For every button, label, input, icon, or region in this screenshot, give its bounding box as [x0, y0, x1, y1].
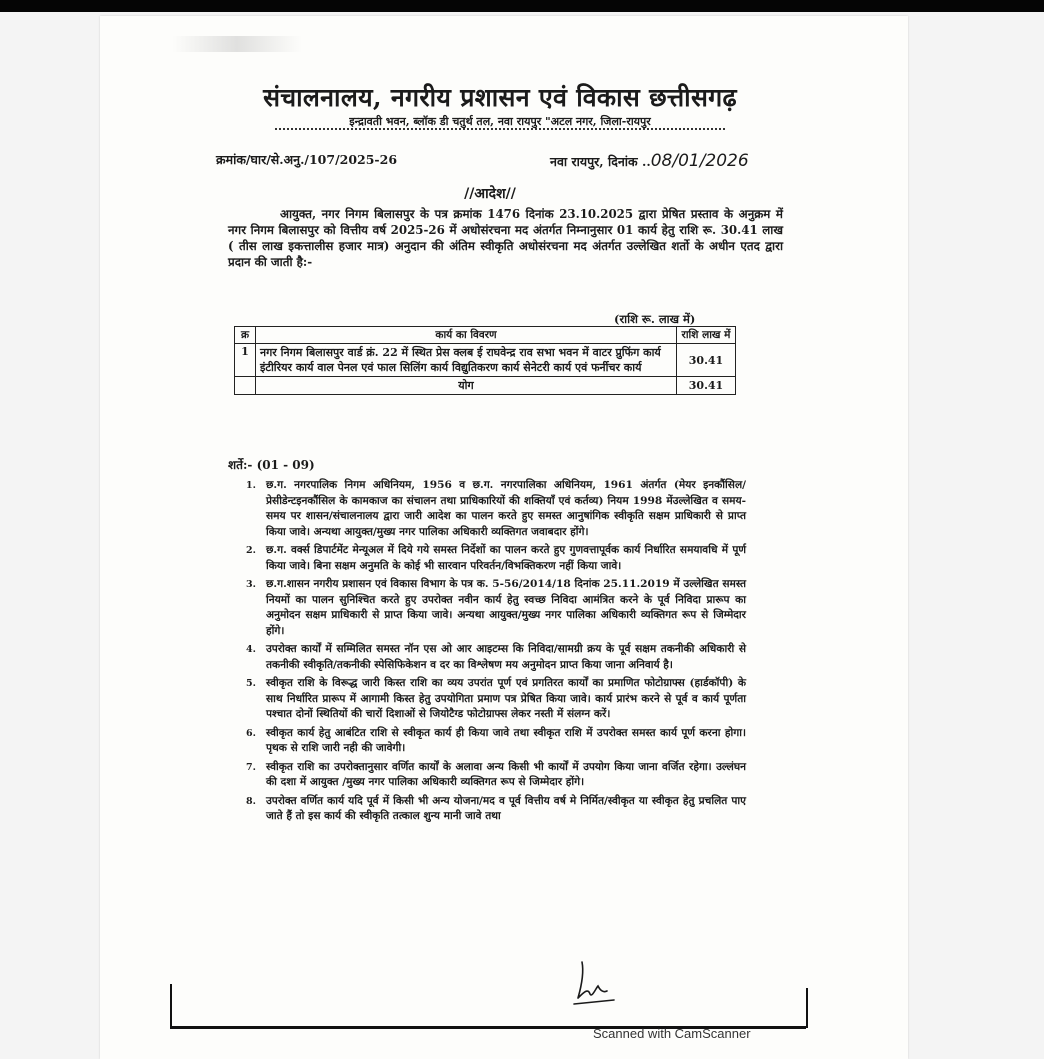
condition-text: स्वीकृत राशि का उपरोक्तानुसार वर्णित कार्यों के अलावा अन्य किसी भी कार्यों में उपयोग किया जाना वर्जित रहेगा। उल्लंघन की दशा में आयुक्त /मुख्य नगर पालिका अधिकारी व्यक्तिगत रूप से जिम्मेदार होंगे।: [266, 760, 746, 788]
scan-edge-right: [806, 988, 808, 1028]
condition-text: छ.ग. नगरपालिक निगम अधिनियम, 1956 व छ.ग. नगरपालिका अधिनियम, 1961 अंतर्गत (मेयर इनकौंसिल/प्रेसीडेन्टइनकौंसिल के कामकाज का संचालन तथा प्राधिकारियों की शक्तियाँ एवं कर्तव्य) नियम 1998 मेंउल्लेखित व समय-समय पर शासन/संचालनालय द्वारा जारी आदेश का पालन करते हुए समस्त आनुषांगिक स्वीकृति सक्षम प्राधिकारी से प्राप्त किया जावे। अन्यथा आयुक्त/मुख्य नगर पालिका अधिकारी व्यक्तिगत जवाबदार होंगे।: [266, 479, 746, 538]
preamble-paragraph: आयुक्त, नगर निगम बिलासपुर के पत्र क्रमांक 1476 दिनांक 23.10.2025 द्वारा प्रेषित प्रस्ताव के अनुक्रम में नगर निगम बिलासपुर को वित्तीय वर्ष 2025-26 में अधोसंरचना मद अंतर्गत निम्नानुसार 01 कार्य हेतु राशि रू. 30.41 लाख ( तीस लाख इकत्तालीस हजार मात्र) अनुदान की अंतिम स्वीकृति अधोसंरचना मद अंतर्गत उल्लेखित शर्तो के अधीन एतद द्वारा प्रदान की जाती है:-: [228, 207, 783, 269]
row-amount: 30.41: [677, 344, 736, 377]
list-item: [246, 543, 746, 574]
handwritten-date: 08/01/2026: [650, 151, 749, 171]
condition-number: 2.: [246, 545, 256, 556]
table-header-row: [235, 327, 736, 344]
total-label: योग: [256, 377, 677, 395]
amount-unit-note: (राशि रू. लाख में): [614, 312, 696, 326]
reference-number: क्रमांक/घार/से.अनु./107/2025-26: [216, 152, 398, 167]
header-sn: क्र: [235, 327, 256, 344]
row-description: नगर निगम बिलासपुर वार्ड क्रं. 22 में स्थित प्रेस क्लब ई राघवेन्द्र राव सभा भवन में वाटर प्रुफिंग कार्य इंटीरियर कार्य वाल पेनल एवं फाल सिलिंग कार्य विद्युतिकरण कार्य सेनेटरी कार्य एवं फर्नीचर कार्य: [256, 344, 677, 377]
condition-number: 4.: [246, 644, 256, 655]
condition-text: छ.ग.शासन नगरीय प्रशासन एवं विकास विभाग के पत्र क. 5-56/2014/18 दिनांक 25.11.2019 में उल्लेखित समस्त नियमों का पालन सुनिश्चित करते हुए उपरोक्त नवीन कार्य हेतु स्वच्छ निविदा आमंत्रित करने के पूर्व निविदा प्रारूप का अनुमोदन सक्षम प्राधिकारी से प्राप्त किया जावे। अन्यथा आयुक्त/मुख्य नगर पालिका अधिकारी व्यक्तिगत रूप से जिम्मेदार होंगे।: [266, 578, 746, 637]
condition-number: 6.: [246, 727, 256, 739]
scanned-document-page: [100, 16, 908, 1059]
list-item: [246, 577, 746, 639]
list-item: [246, 676, 746, 723]
condition-number: 8.: [246, 795, 256, 807]
row-sn: 1: [235, 344, 256, 377]
order-heading: //आदेश//: [464, 186, 516, 202]
list-item: [246, 760, 746, 791]
condition-number: 1.: [246, 480, 256, 491]
condition-number: 5.: [246, 678, 256, 689]
list-item: [246, 726, 746, 757]
date-prefix: नवा रायपुर, दिनांक ..: [550, 154, 651, 169]
condition-text: स्वीकृत राशि के विरूद्ध जारी किस्त राशि का व्यय उपरांत पूर्ण एवं प्रगतिरत कार्यों का प्रमाणित फोटोग्राफ्स (हार्डकॉपी) के साथ निर्धारित प्रारूप में आगामी किस्त हेतु उपयोगिता प्रमाण पत्र प्रेषित किया जावे। कार्य प्रारंभ करने से पूर्व व कार्य पूर्णता पश्चात दोनों स्थितियों की चारों दिशाओं से जियोटैग्ड फोटोग्राफ्स लेकर नस्ती में संलग्न करें।: [266, 677, 746, 720]
conditions-list: [246, 478, 746, 828]
total-amount: 30.41: [677, 377, 736, 395]
signature-mark: [570, 958, 620, 1013]
organization-title: संचालनालय, नगरीय प्रशासन एवं विकास छत्तीसगढ़: [263, 83, 737, 112]
scan-smudge: [172, 36, 302, 52]
condition-number: 3.: [246, 579, 256, 590]
total-sn-blank: [235, 377, 256, 395]
header-description: कार्य का विवरण: [256, 327, 677, 344]
grant-table: [234, 326, 736, 395]
top-black-bar: [0, 0, 1044, 12]
scan-edge-left: [170, 984, 172, 1029]
camscanner-watermark: Scanned with CamScanner: [593, 1026, 751, 1041]
condition-text: उपरोक्त कार्यों में सम्मिलित समस्त नॉन एस ओ आर आइटम्स कि निविदा/सामग्री क्रय के पूर्व सक्षम तकनीकी अधिकारी से तकनीकी स्वीकृति/तकनीकी स्पेसिफिकेशन व दर का विश्लेषण मय अनुमोदन प्राप्त किया जाना अनिवार्य है।: [266, 643, 746, 671]
table-row: [235, 344, 736, 377]
organization-address: इन्द्रावती भवन, ब्लॉक डी चतुर्थ तल, नवा रायपुर "अटल नगर, जिला-रायपुर: [349, 115, 651, 128]
header-amount: राशि लाख में: [677, 327, 736, 344]
table-total-row: [235, 377, 736, 395]
list-item: [246, 642, 746, 673]
list-item: [246, 794, 746, 825]
list-item: [246, 478, 746, 540]
condition-number: 7.: [246, 761, 256, 773]
condition-text: स्वीकृत कार्य हेतु आबंटित राशि से स्वीकृत कार्य ही किया जावे तथा स्वीकृत राशि में उपरोक्त समस्त कार्य पूर्ण करना होगा। पृथक से राशि जारी नही की जावेगी।: [266, 726, 746, 754]
condition-text: छ.ग. वर्क्स डिपार्टमेंट मेन्यूअल में दिये गये समस्त निर्देशों का पालन करते हुए गुणवत्तापूर्वक कार्य निर्धारित समयावधि में पूर्ण किया जावे। बिना सक्षम अनुमति के कोई भी सारवान परिवर्तन/विभक्तिकरण नहीं किया जावे।: [266, 544, 746, 572]
conditions-label: शर्ते:- (01 - 09): [228, 458, 315, 472]
header-divider: [275, 128, 725, 130]
date-line: [550, 151, 749, 171]
condition-text: उपरोक्त वर्णित कार्य यदि पूर्व में किसी भी अन्य योजना/मद व पूर्व वित्तीय वर्ष मे निर्मित/स्वीकृत या स्वीकृत हेतु प्रचलित पाए जाते हैं तो इस कार्य की स्वीकृति तत्काल शुन्य मानी जावे तथा: [266, 794, 746, 822]
